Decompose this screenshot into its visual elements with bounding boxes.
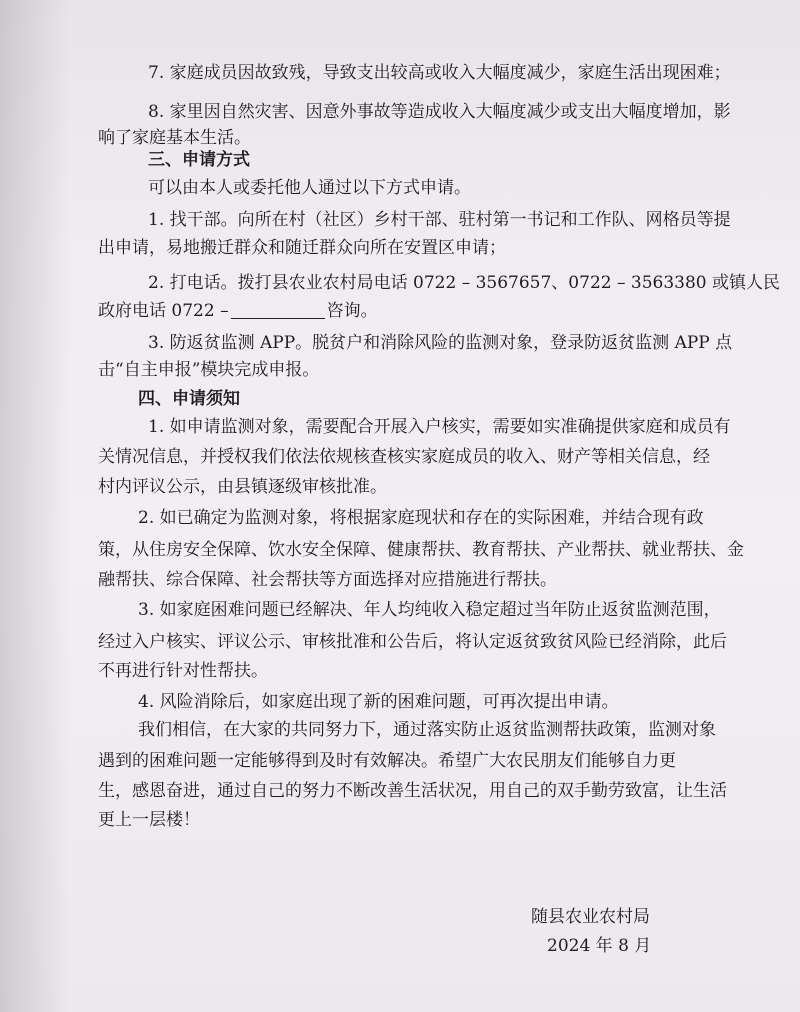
- note-2-line3: 融帮扶、综合保障、社会帮扶等方面选择对应措施进行帮扶。: [98, 570, 557, 590]
- note-1-line3: 村内评议公示，由县镇逐级审核批准。: [98, 477, 387, 497]
- consult-text: 咨询。: [326, 301, 378, 321]
- closing-line1: 我们相信，在大家的共同努力下，通过落实防止返贫监测帮扶政策，监测对象: [138, 720, 716, 740]
- phone-prefix: 政府电话 0722 –: [98, 301, 229, 321]
- application-intro: 可以由本人或委托他人通过以下方式申请。: [148, 178, 471, 198]
- note-1-line1: 1. 如申请监测对象，需要配合开展入户核实，需要如实准确提供家庭和成员有: [148, 417, 731, 437]
- method-1-line2: 出申请，易地搬迁群众和随迁群众向所在安置区申请；: [98, 238, 506, 258]
- method-3-line2: 击“自主申报”模块完成申报。: [98, 360, 320, 380]
- method-2-line2: [98, 296, 378, 326]
- item-7: 7. 家庭成员因故致残，导致支出较高或收入大幅度减少，家庭生活出现困难；: [148, 63, 731, 83]
- item-8-line1: 8. 家里因自然灾害、因意外事故等造成收入大幅度减少或支出大幅度增加，影: [148, 102, 731, 122]
- note-1-line2: 关情况信息，并授权我们依法依规核查核实家庭成员的收入、财产等相关信息，经: [98, 447, 710, 467]
- note-2-line1: 2. 如已确定为监测对象，将根据家庭现状和存在的实际困难，并结合现有政: [138, 508, 704, 528]
- method-1-line1: 1. 找干部。向所在村（社区）乡村干部、驻村第一书记和工作队、网格员等提: [148, 210, 731, 230]
- note-3-line1: 3. 如家庭困难问题已经解决、年人均纯收入稳定超过当年防止返贫监测范围，: [138, 600, 721, 620]
- note-2-line2: 策，从住房安全保障、饮水安全保障、健康帮扶、教育帮扶、产业帮扶、就业帮扶、金: [98, 540, 744, 560]
- closing-line3: 生，感恩奋进，通过自己的努力不断改善生活状况，用自己的双手勤劳致富，让生活: [98, 781, 727, 801]
- note-4: 4. 风险消除后，如家庭出现了新的困难问题，可再次提出申请。: [138, 692, 619, 712]
- note-3-line3: 不再进行针对性帮扶。: [98, 661, 268, 681]
- signature-organization: 随县农业农村局: [531, 907, 650, 927]
- method-3-line1: 3. 防返贫监测 APP。脱贫户和消除风险的监测对象，登录防返贫监测 APP 点: [148, 333, 733, 353]
- phone-blank: [231, 300, 325, 319]
- method-2-line1: 2. 打电话。拨打县农业农村局电话 0722 – 3567657、0722 – 3563380 或镇人民: [148, 273, 780, 293]
- closing-line4: 更上一层楼！: [98, 810, 200, 830]
- item-8-line2: 响了家庭基本生活。: [98, 128, 251, 148]
- note-3-line2: 经过入户核实、评议公示、审核批准和公告后，将认定返贫致贫风险已经消除，此后: [98, 632, 727, 652]
- closing-line2: 遇到的困难问题一定能够得到及时有效解决。希望广大农民朋友们能够自力更: [98, 751, 676, 771]
- signature-date: 2024 年 8 月: [547, 936, 652, 956]
- section-heading-application-method: 三、申请方式: [148, 150, 250, 170]
- page-shadow: [0, 0, 70, 1012]
- section-heading-application-notes: 四、申请须知: [138, 389, 240, 409]
